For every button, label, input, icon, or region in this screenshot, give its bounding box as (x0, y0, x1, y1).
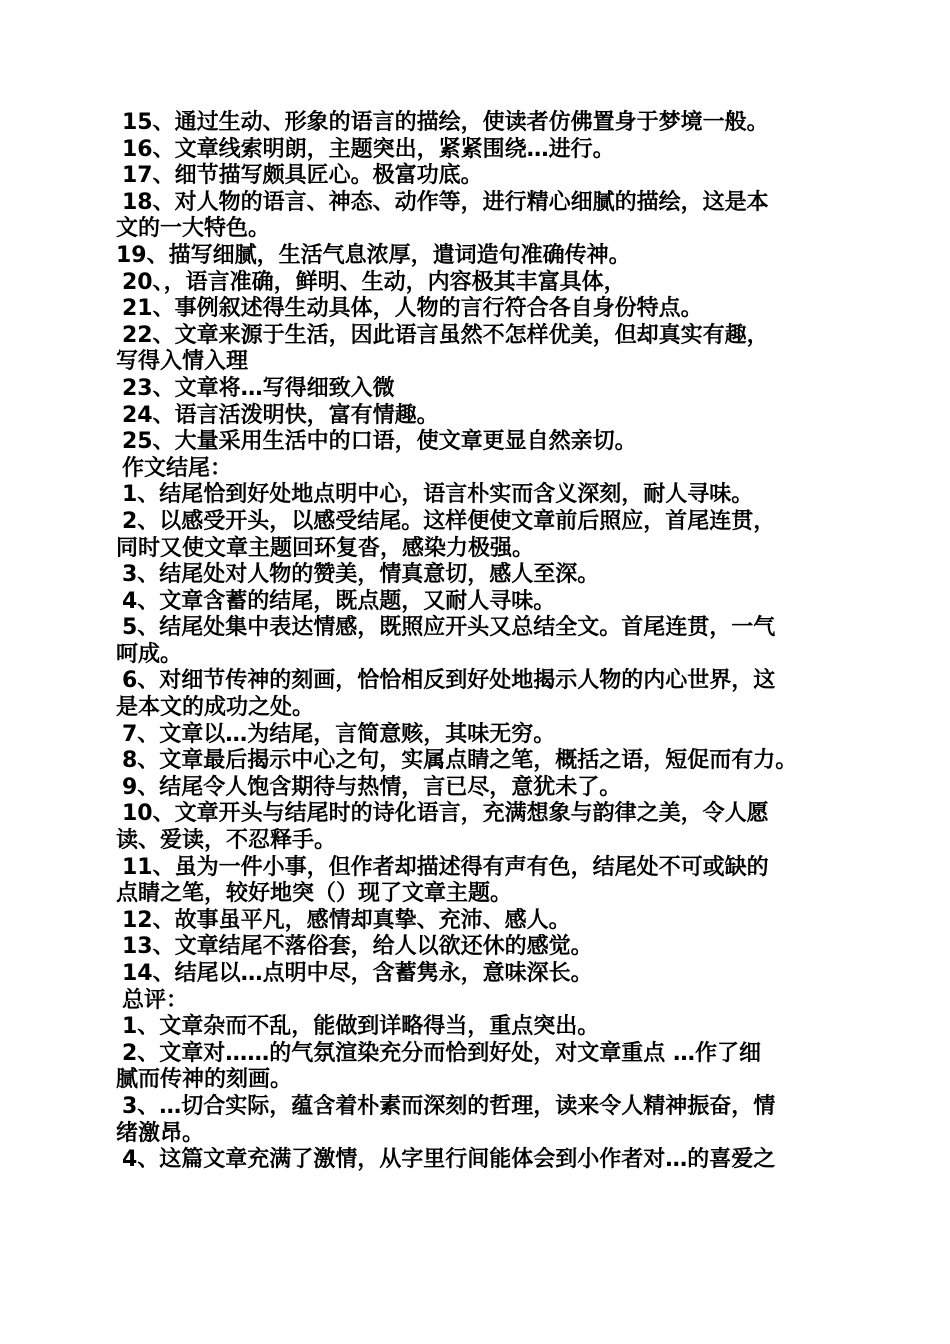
text-line: 10、文章开头与结尾时的诗化语言，充满想象与韵律之美，令人愿 (122, 801, 769, 827)
text-line: 17、细节描写颇具匠心。极富功底。 (122, 163, 483, 189)
text-line: 9、结尾令人饱含期待与热情，言已尽，意犹未了。 (122, 774, 622, 800)
text-line: 5、结尾处集中表达情感，既照应开头又总结全文。首尾连贯，一气 (122, 615, 776, 641)
text-line: 14、结尾以…点明中尽，含蓄隽永，意味深长。 (122, 961, 593, 986)
text-line: 13、文章结尾不落俗套，给人以欲还休的感觉。 (122, 934, 593, 960)
text-line: 绪激昂。 (116, 1120, 205, 1146)
text-line: 读、爱读，不忍释手。 (116, 828, 337, 854)
document-body (116, 110, 846, 1174)
text-line: 18、对人物的语言、神态、动作等，进行精心细腻的描绘，这是本 (122, 189, 769, 215)
text-line: 腻而传神的刻画。 (116, 1067, 293, 1093)
text-line: 2、文章对……的气氛渲染充分而恰到好处，对文章重点 …作了细 (122, 1040, 761, 1066)
text-line: 作文结尾： (122, 455, 233, 481)
text-line: 3、结尾处对人物的赞美，情真意切，感人至深。 (122, 562, 600, 588)
text-line: 3、…切合实际，蕴含着朴素而深刻的哲理，读来令人精神振奋，情 (122, 1093, 776, 1119)
text-line: 4、文章含蓄的结尾，既点题，又耐人寻味。 (122, 588, 556, 614)
text-line: 15、通过生动、形象的语言的描绘，使读者仿佛置身于梦境一般。 (122, 110, 769, 135)
text-line: 同时又使文章主题回环复沓，感染力极强。 (116, 535, 535, 561)
text-line: 12、故事虽平凡，感情却真挚、充沛、感人。 (122, 907, 571, 933)
text-line: 点睛之笔，较好地突（）现了文章主题。 (116, 881, 513, 907)
text-line: 16、文章线索明朗，主题突出，紧紧围绕…进行。 (122, 136, 615, 162)
text-line: 文的一大特色。 (116, 216, 271, 242)
text-line: 22、文章来源于生活，因此语言虽然不怎样优美，但却真实有趣， (122, 322, 769, 348)
text-line: 4、这篇文章充满了激情，从字里行间能体会到小作者对…的喜爱之 (122, 1147, 776, 1173)
text-line: 1、文章杂而不乱，能做到详略得当，重点突出。 (122, 1014, 600, 1040)
text-line: 总评： (122, 987, 189, 1013)
text-line: 2、以感受开头，以感受结尾。这样便使文章前后照应，首尾连贯， (122, 508, 776, 534)
text-line: 是本文的成功之处。 (116, 695, 315, 721)
text-line: 25、大量采用生活中的口语，使文章更显自然亲切。 (122, 429, 637, 455)
text-line: 8、文章最后揭示中心之句，实属点睛之笔，概括之语，短促而有力。 (122, 748, 798, 774)
text-line: 11、虽为一件小事，但作者却描述得有声有色，结尾处不可或缺的 (122, 854, 769, 880)
text-line: 19、描写细腻，生活气息浓厚，遣词造句准确传神。 (116, 242, 631, 268)
text-line: 23、文章将…写得细致入微 (122, 375, 395, 401)
text-line: 21、事例叙述得生动具体，人物的言行符合各自身份特点。 (122, 296, 703, 322)
text-line: 20、，语言准确，鲜明、生动，内容极其丰富具体， (122, 269, 626, 295)
text-line: 1、结尾恰到好处地点明中心，语言朴实而含义深刻，耐人寻味。 (122, 482, 754, 508)
text-line: 6、对细节传神的刻画，恰恰相反到好处地揭示人物的内心世界，这 (122, 668, 776, 694)
text-line: 呵成。 (116, 641, 183, 667)
text-line: 24、语言活泼明快，富有情趣。 (122, 402, 439, 428)
text-line: 写得入情入理 (116, 349, 249, 375)
text-line: 7、文章以…为结尾，言简意赅，其味无穷。 (122, 721, 556, 747)
